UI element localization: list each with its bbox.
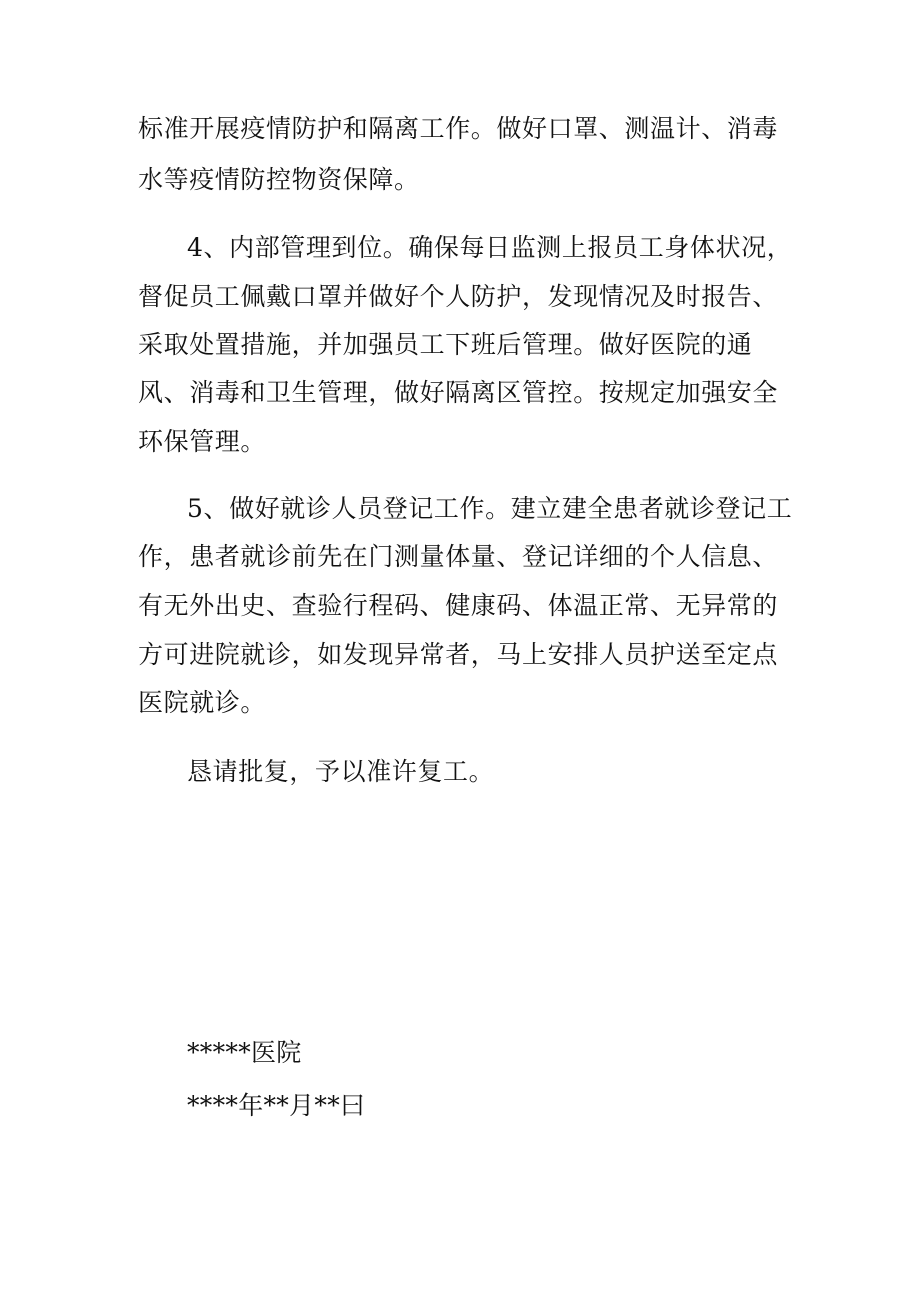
- paragraph-4-line-4: 风、消毒和卫生管理，做好隔离区管控。按规定加强安全: [138, 378, 779, 407]
- paragraph-4-line-3: 采取处置措施，并加强员工下班后管理。做好医院的通: [138, 330, 753, 359]
- paragraph-5-line-4: 方可进院就诊，如发现异常者，马上安排人员护送至定点: [138, 640, 779, 669]
- paragraph-5-line-3: 有无外出史、查验行程码、健康码、体温正常、无异常的: [138, 591, 779, 620]
- paragraph-4-line-1: 4、内部管理到位。确保每日监测上报员工身体状况，: [187, 233, 793, 262]
- paragraph-4-line-5: 环保管理。: [138, 427, 267, 456]
- closing-request: 恳请批复，予以准许复工。: [187, 757, 495, 786]
- paragraph-3-line-2: 标准开展疫情防护和隔离工作。做好口罩、测温计、消毒: [138, 114, 779, 143]
- paragraph-5-line-1: 5、做好就诊人员登记工作。建立建全患者就诊登记工: [187, 494, 793, 523]
- paragraph-3-line-3: 水等疫情防控物资保障。: [138, 165, 420, 194]
- signature-date: ****年**月**曰: [187, 1091, 366, 1120]
- paragraph-5-line-5: 医院就诊。: [138, 688, 267, 717]
- paragraph-5-line-2: 作，患者就诊前先在门测量体量、登记详细的个人信息、: [138, 542, 779, 571]
- paragraph-4-line-2: 督促员工佩戴口罩并做好个人防护，发现情况及时报告、: [138, 282, 779, 311]
- signature-organization: *****医院: [187, 1038, 302, 1067]
